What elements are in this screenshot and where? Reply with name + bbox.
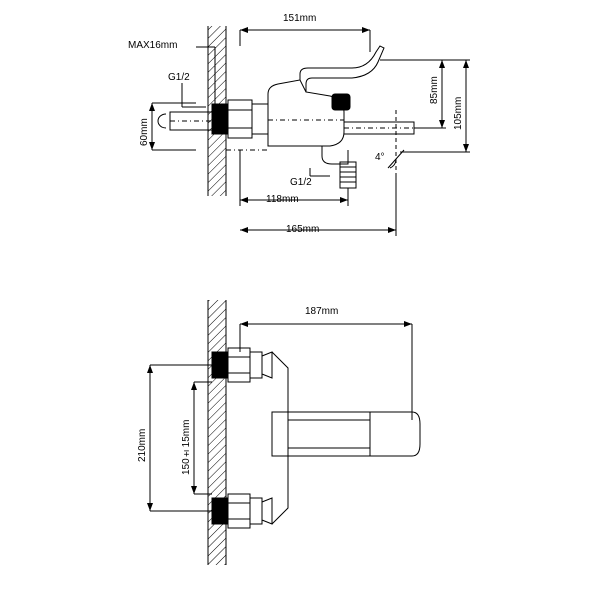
wall-hatch-front — [208, 300, 226, 565]
label-g12-top: G1/2 — [168, 72, 190, 83]
label-150mm: 150±15mm — [181, 419, 192, 475]
label-g12-bottom: G1/2 — [290, 177, 312, 188]
label-118mm: 118mm — [266, 194, 299, 205]
mixer-body-side — [268, 46, 384, 146]
label-angle-4deg: 4° — [375, 152, 385, 163]
mixer-body-front — [272, 412, 420, 456]
shower-outlet — [340, 162, 356, 188]
label-max16: MAX16mm — [128, 40, 178, 51]
label-187mm: 187mm — [305, 306, 339, 317]
cartridge-marker — [332, 94, 350, 110]
label-165mm: 165mm — [286, 224, 320, 235]
label-60mm: 60mm — [139, 118, 150, 146]
label-210mm: 210mm — [137, 428, 148, 462]
label-105mm: 105mm — [453, 96, 464, 130]
label-151mm: 151mm — [283, 13, 317, 24]
side-view-group — [152, 26, 470, 236]
label-85mm: 85mm — [429, 76, 440, 104]
